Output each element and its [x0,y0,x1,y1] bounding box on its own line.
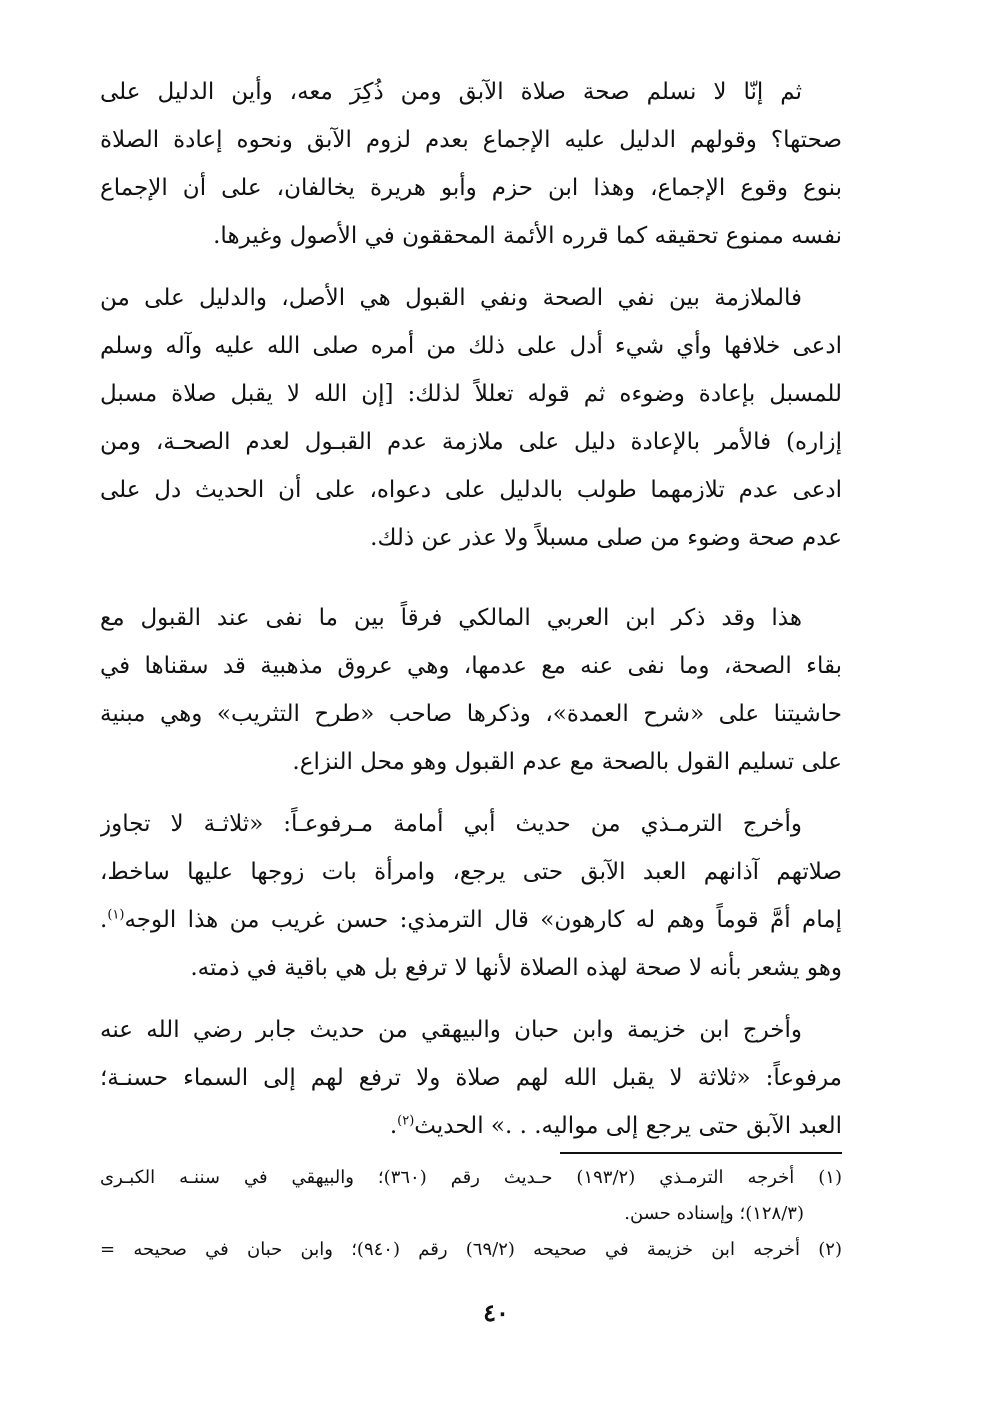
text-line: مرفوعاً: «ثلاثة لا يقبل الله لهم صلاة ولا ترفع لهم إلى السماء حسنـة؛ [100,1065,842,1091]
paragraph-3 [100,594,842,786]
text-line: عدم صحة وضوء من صلى مسبلاً ولا عذر عن ذلك. [370,525,842,551]
text-line-tail: . [100,907,108,933]
text-line: صلاتهم آذانهم العبد الآبق حتى يرجع، وامرأة بات زوجها عليها ساخط، [100,859,842,885]
text-line-content: العبد الآبق حتى يرجع إلى مواليه. . .» الحديث [414,1113,842,1139]
text-line: وأخرج الترمـذي من حديث أبي أمامة مـرفوعـاً: «ثلاثـة لا تجاوز [100,811,802,837]
text-line [100,896,842,944]
footnote-line: (١) أخرجه الترمـذي (١٩٣/٢) حـديث رقم (٣٦٠)؛ والبيهقي في سننـه الكبـرى [100,1167,842,1188]
text-line: بنوع وقوع الإجماع، وهذا ابن حزم وأبو هريرة يخالفان، على أن الإجماع [100,175,842,201]
text-line: ادعى عدم تلازمهما طولب بالدليل على دعواه، على أن الحديث دل على [100,477,842,503]
paragraph-2 [100,274,842,562]
text-line: هذا وقد ذكر ابن العربي المالكي فرقاً بين ما نفى عند القبول مع [100,605,802,631]
footnote-line: (٢) أخرجه ابن خزيمة في صحيحه (٦٩/٢) رقم (٩٤٠)؛ وابن حبان في صحيحه = [100,1239,842,1260]
text-line: على تسليم القول بالصحة مع عدم القبول وهو محل النزاع. [292,749,842,775]
text-line-tail: . [389,1113,398,1139]
page-number: ٤٠ [483,1298,509,1327]
text-line: صحتها؟ وقولهم الدليل عليه الإجماع بعدم لزوم الآبق ونحوه إعادة الصلاة [100,127,842,153]
paragraph-4 [100,800,842,992]
footnote-line: (١٢٨/٣)؛ وإسناده حسن. [624,1203,804,1224]
text-line: وأخرج ابن خزيمة وابن حبان والبيهقي من حديث جابر رضي الله عنه [100,1017,802,1043]
footnote-separator [560,1152,842,1154]
text-line [100,1102,842,1150]
footnote-marker-1: (١) [107,907,125,923]
footnotes [100,1160,842,1268]
text-line: فالملازمة بين نفي الصحة ونفي القبول هي الأصل، والدليل على من [100,285,802,311]
footnote-2 [100,1232,842,1268]
text-line: ادعى خلافها وأي شيء أدل على ذلك من أمره صلى الله عليه وآله وسلم [100,333,842,359]
main-text [100,68,842,1164]
footnote-1 [100,1160,842,1232]
paragraph-1 [100,68,842,260]
text-line-content: إمام أمَّ قوماً وهم له كارهون» قال الترمذي: حسن غريب من هذا الوجه [124,907,842,933]
text-line: نفسه ممنوع تحقيقه كما قرره الأئمة المحققون في الأصول وغيرها. [213,223,842,249]
text-line: حاشيتنا على «شرح العمدة»، وذكرها صاحب «طرح التثريب» وهي مبنية [100,701,842,727]
text-line: بقاء الصحة، وما نفى عنه مع عدمها، وهي عروق مذهبية قد سقناها في [100,653,842,679]
text-line: للمسبل بإعادة وضوءه ثم قوله تعللاً لذلك: [إن الله لا يقبل صلاة مسبل [100,381,842,407]
paragraph-5 [100,1006,842,1150]
footnote-marker-2: (٢) [397,1113,415,1129]
text-line: ثم إنّا لا نسلم صحة صلاة الآبق ومن ذُكِرَ معه، وأين الدليل على [100,79,802,105]
text-line: إزاره) فالأمر بالإعادة دليل على ملازمة عدم القبـول لعدم الصحـة، ومن [100,429,842,455]
text-line: وهو يشعر بأنه لا صحة لهذه الصلاة لأنها لا ترفع بل هي باقية في ذمته. [190,955,842,981]
